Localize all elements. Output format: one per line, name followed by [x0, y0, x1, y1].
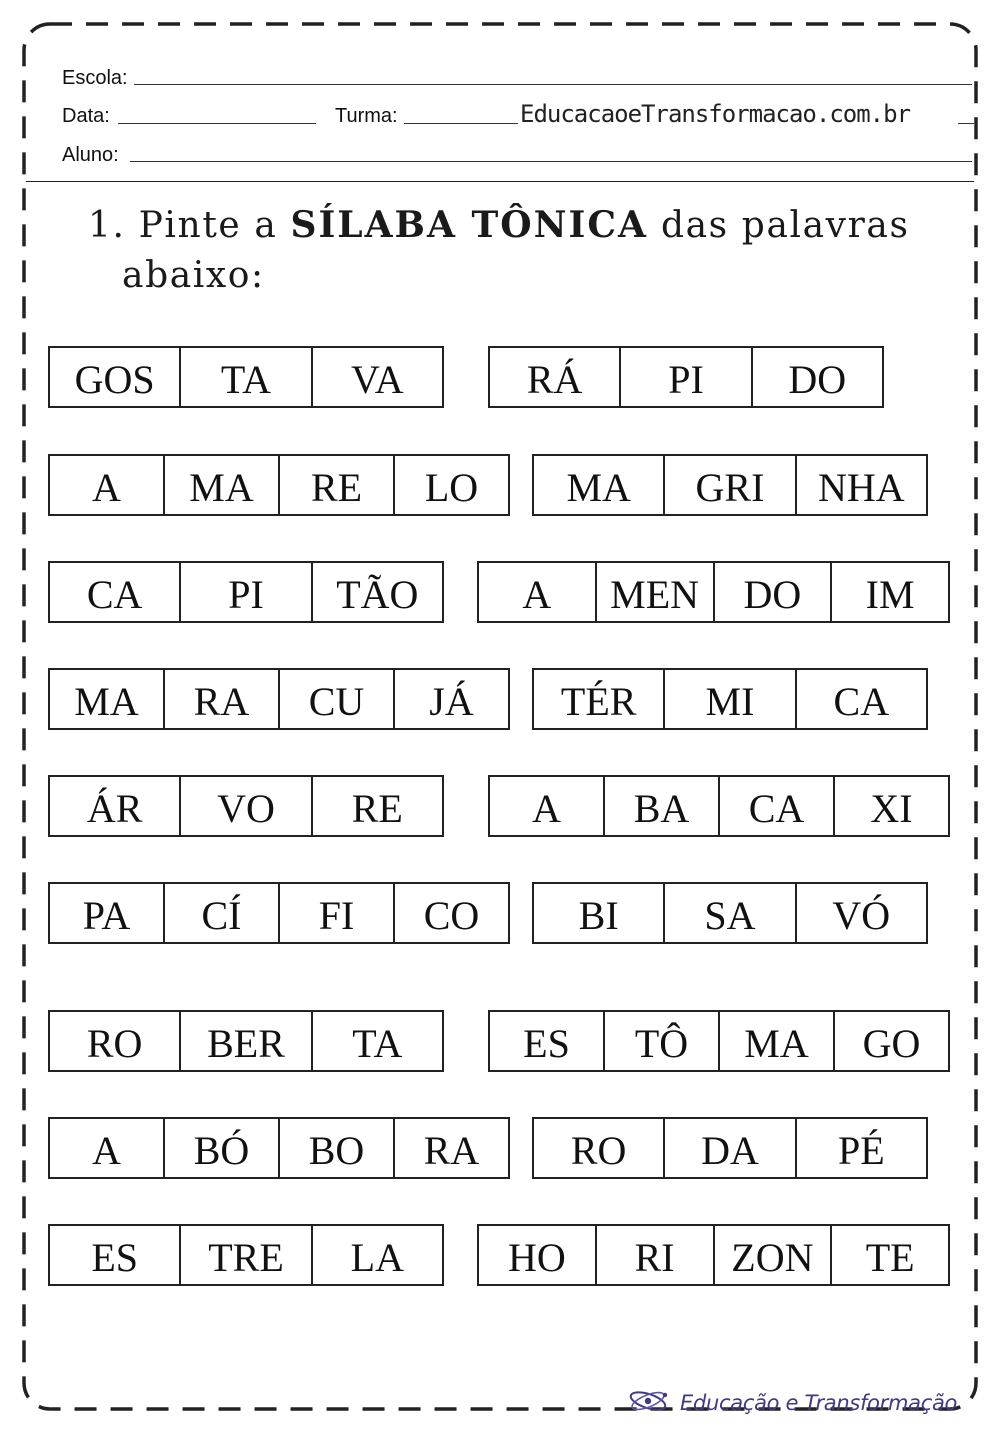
- instruction-text-before: Pinte a: [138, 205, 278, 246]
- syllable-cell[interactable]: DO: [751, 348, 882, 406]
- word-box: [488, 775, 950, 837]
- syllable-cell[interactable]: MA: [74, 678, 139, 724]
- syllable-cell[interactable]: TE: [830, 1226, 948, 1284]
- word-box: [488, 1010, 950, 1072]
- syllable-cell[interactable]: TÉR: [560, 678, 637, 724]
- header-separator: [26, 181, 974, 182]
- syllable-cell[interactable]: VÓ: [795, 884, 926, 942]
- syllable-cell[interactable]: TÔ: [603, 1012, 718, 1070]
- syllable-cell[interactable]: GRI: [663, 456, 794, 514]
- syllable-cell[interactable]: SA: [663, 884, 794, 942]
- syllable-cell[interactable]: BÓ: [163, 1119, 278, 1177]
- word-box: [48, 561, 444, 623]
- syllable-cell[interactable]: BO: [278, 1119, 393, 1177]
- footer-brand: [628, 1383, 957, 1422]
- syllable-cell[interactable]: ES: [523, 1020, 570, 1066]
- word-box: [48, 454, 510, 516]
- syllable-cell[interactable]: PA: [82, 892, 131, 938]
- class-label: Turma:: [335, 105, 398, 127]
- syllable-cell[interactable]: TA: [179, 348, 310, 406]
- syllable-cell[interactable]: A: [522, 571, 552, 617]
- syllable-cell[interactable]: ÁR: [86, 785, 143, 831]
- word-box: [532, 668, 928, 730]
- syllable-cell[interactable]: CU: [278, 670, 393, 728]
- word-box: [48, 346, 444, 408]
- syllable-cell[interactable]: RÁ: [526, 356, 583, 402]
- syllable-cell[interactable]: RO: [86, 1020, 143, 1066]
- syllable-cell[interactable]: RO: [570, 1127, 627, 1173]
- word-box: [532, 882, 928, 944]
- syllable-cell[interactable]: DA: [663, 1119, 794, 1177]
- syllable-cell[interactable]: TA: [311, 1012, 442, 1070]
- syllable-cell[interactable]: DO: [713, 563, 831, 621]
- syllable-cell[interactable]: CO: [393, 884, 508, 942]
- site-url: EducacaoeTransformacao.com.br: [520, 100, 911, 128]
- syllable-cell[interactable]: MI: [663, 670, 794, 728]
- word-box: [532, 454, 928, 516]
- syllable-cell[interactable]: MEN: [595, 563, 713, 621]
- student-field[interactable]: [130, 161, 972, 162]
- syllable-cell[interactable]: MA: [163, 456, 278, 514]
- syllable-cell[interactable]: LA: [311, 1226, 442, 1284]
- word-box: [48, 668, 510, 730]
- class-field[interactable]: [404, 123, 518, 124]
- atom-orbit-icon: [628, 1383, 672, 1422]
- word-box: [48, 1010, 444, 1072]
- instruction: [88, 200, 948, 301]
- syllable-cell[interactable]: CA: [718, 777, 833, 835]
- footer-brand-text: Educação e Transformação: [680, 1390, 958, 1415]
- syllable-cell[interactable]: BA: [603, 777, 718, 835]
- syllable-cell[interactable]: RI: [595, 1226, 713, 1284]
- syllable-cell[interactable]: TRE: [179, 1226, 310, 1284]
- syllable-cell[interactable]: MA: [566, 464, 631, 510]
- date-label: Data:: [62, 105, 110, 127]
- instruction-line-2: abaixo:: [122, 255, 265, 296]
- instruction-bold: SÍLABA TÔNICA: [290, 204, 648, 246]
- syllable-cell[interactable]: TÃO: [311, 563, 442, 621]
- syllable-cell[interactable]: FI: [278, 884, 393, 942]
- word-box: [48, 882, 510, 944]
- syllable-cell[interactable]: BER: [179, 1012, 310, 1070]
- syllable-cell[interactable]: RE: [311, 777, 442, 835]
- syllable-cell[interactable]: BI: [578, 892, 619, 938]
- word-box: [488, 346, 884, 408]
- syllable-cell[interactable]: LO: [393, 456, 508, 514]
- syllable-cell[interactable]: CA: [795, 670, 926, 728]
- school-field[interactable]: [134, 84, 972, 85]
- syllable-cell[interactable]: HO: [507, 1234, 566, 1280]
- syllable-cell[interactable]: PI: [619, 348, 750, 406]
- word-box: [48, 775, 444, 837]
- instruction-number: 1.: [88, 205, 126, 246]
- syllable-cell[interactable]: RA: [163, 670, 278, 728]
- date-field[interactable]: [118, 123, 316, 124]
- instruction-text-after: das palavras: [660, 205, 910, 246]
- syllable-cell[interactable]: XI: [833, 777, 948, 835]
- syllable-cell[interactable]: VA: [311, 348, 442, 406]
- syllable-cell[interactable]: GOS: [74, 356, 155, 402]
- word-box: [48, 1224, 444, 1286]
- syllable-cell[interactable]: ZON: [713, 1226, 831, 1284]
- syllable-cell[interactable]: CA: [86, 571, 143, 617]
- syllable-cell[interactable]: A: [92, 464, 121, 510]
- syllable-cell[interactable]: GO: [833, 1012, 948, 1070]
- syllable-cell[interactable]: NHA: [795, 456, 926, 514]
- syllable-cell[interactable]: RE: [278, 456, 393, 514]
- syllable-cell[interactable]: MA: [718, 1012, 833, 1070]
- word-box: [477, 561, 950, 623]
- syllable-cell[interactable]: VO: [179, 777, 310, 835]
- syllable-cell[interactable]: A: [532, 785, 561, 831]
- syllable-cell[interactable]: A: [92, 1127, 121, 1173]
- syllable-cell[interactable]: PI: [179, 563, 310, 621]
- word-box: [532, 1117, 928, 1179]
- school-label: Escola:: [62, 67, 128, 89]
- syllable-cell[interactable]: PÉ: [795, 1119, 926, 1177]
- word-box: [48, 1117, 510, 1179]
- syllable-cell[interactable]: JÁ: [393, 670, 508, 728]
- syllable-cell[interactable]: IM: [830, 563, 948, 621]
- syllable-cell[interactable]: CÍ: [163, 884, 278, 942]
- syllable-cell[interactable]: RA: [393, 1119, 508, 1177]
- student-label: Aluno:: [62, 144, 119, 166]
- syllable-cell[interactable]: ES: [91, 1234, 138, 1280]
- word-box: [477, 1224, 950, 1286]
- class-field-end: [958, 123, 974, 124]
